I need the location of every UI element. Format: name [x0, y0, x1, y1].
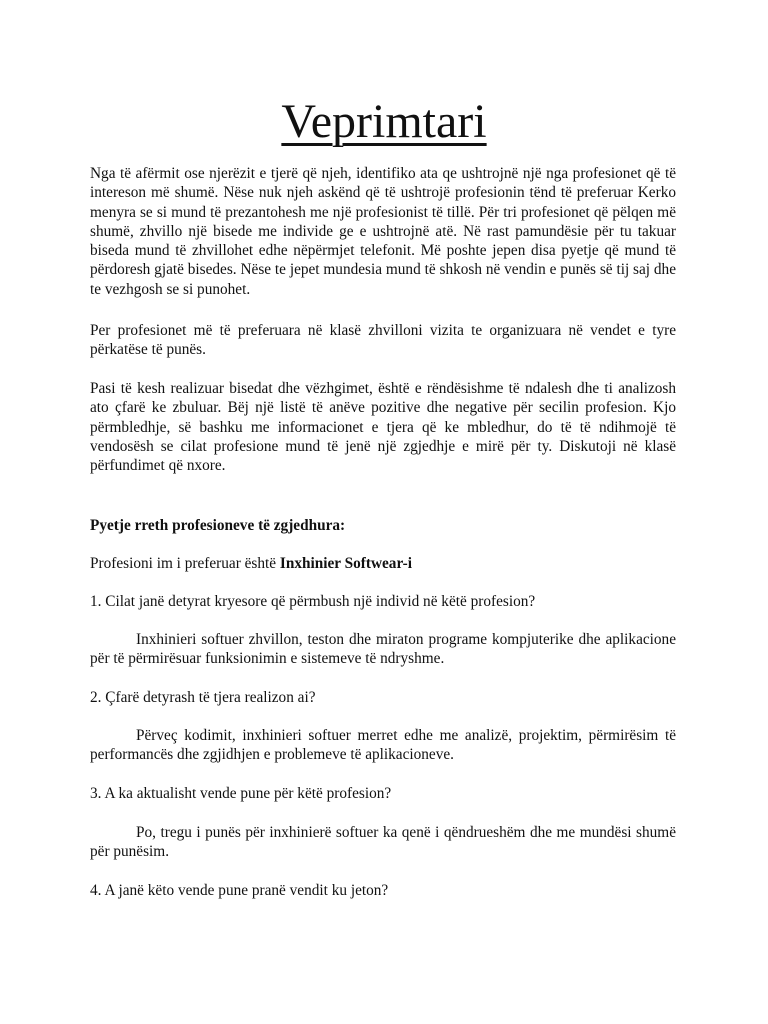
document-title: Veprimtari	[281, 95, 487, 148]
answer-3: Po, tregu i punës për inxhinierë softuer ka qenë i qëndrueshëm dhe me mundësi shumë për punësim.	[90, 824, 676, 861]
question-2: 2. Çfarë detyrash të tjera realizon ai?	[90, 689, 316, 706]
intro-paragraph: Nga të afërmit ose njerëzit e tjerë që njeh, identifiko ata qe ushtrojnë një nga profesionet që të intereson më shumë. Nëse nuk njeh askënd që të ushtrojë profesionin tënd të preferuar Kerko menyra se si mund të prezantohesh me një profesionist të tillë. Për tri profesionet që pëlqen më shumë, zhvillo një bisede me individe ge e ushtrojnë atë. Në rast pamundësie për tu takuar biseda mund të zhvillohet edhe nëpërmjet telefonit. Më poshte jepen disa pyetje që mund të përdoresh gjatë bisedes. Nëse te jepet mundesia mund të shkosh në vendin e punës së tij saj dhe te vezhgosh se si punohet.	[90, 165, 676, 298]
answer-2: Përveç kodimit, inxhinieri softuer merret edhe me analizë, projektim, përmirësim të performancës dhe zgjidhjen e problemeve të aplikacioneve.	[90, 727, 676, 764]
preferred-profession-prefix: Profesioni im i preferuar është	[90, 555, 280, 572]
analysis-paragraph: Pasi të kesh realizuar bisedat dhe vëzhgimet, është e rëndësishme të ndalesh dhe ti analizosh ato çfarë ke zbuluar. Bëj një listë të anëve pozitive dhe negative për secilin profesion. Kjo përmbledhje, së bashku me informacionet e tjera që ke mbledhur, do të të ndihmojë të vendosësh se cilat profesione mund të jenë një zgjedhje e mirë për ty. Diskutoji në klasë përfundimet që nxore.	[90, 380, 676, 475]
questions-heading: Pyetje rreth profesioneve të zgjedhura:	[90, 517, 346, 534]
answer-1: Inxhinieri softuer zhvillon, teston dhe miraton programe kompjuterike dhe aplikacione për të përmirësuar funksionimin e sistemeve të ndryshme.	[90, 631, 676, 668]
visits-paragraph: Per profesionet më të preferuara në klasë zhvilloni vizita te organizuara në vendet e tyre përkatëse të punës.	[90, 322, 676, 359]
preferred-profession-value: Inxhinier Softwear-i	[279, 555, 413, 572]
question-1: 1. Cilat janë detyrat kryesore që përmbush një individ në këtë profesion?	[90, 593, 536, 610]
question-3: 3. A ka aktualisht vende pune për këtë profesion?	[90, 785, 392, 802]
preferred-profession-line	[90, 554, 676, 573]
question-4: 4. A janë këto vende pune pranë vendit ku jeton?	[90, 882, 389, 899]
